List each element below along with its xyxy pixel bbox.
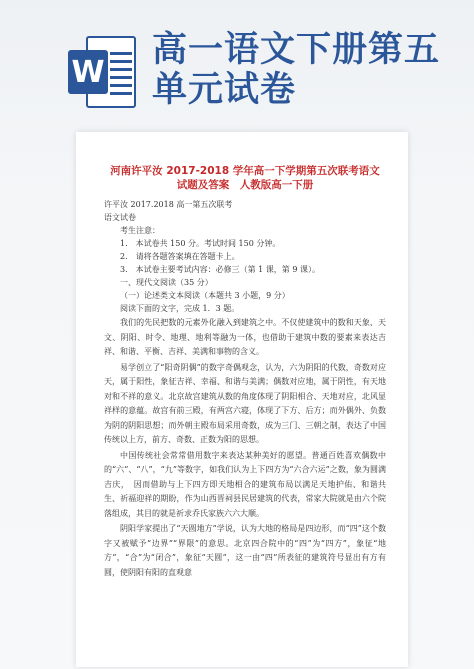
word-logo-badge: W [68, 50, 108, 94]
word-document-icon [68, 36, 136, 108]
body-paragraph: 易学创立了“阳奇阴偶”的数字奇偶观念，认为，六为阴阳的代数，奇数对应天，属于阳性，象征吉祥、幸福、和谐与美满；偶数对应地，属于阴性，有天地对和不祥的意义。北京故宫建筑从数的角度体现了阴阳相合、天地对应，北风显祥样的意蕴。故宫有前三殿，有两宫六寝，体现了下方、后方；而外偶外、负数为阴的阴阳思想；而外朝主殿布局采用奇数，成为三门、三朝之制，表达了中国传统以上方，前方、奇数、正数为阳的思想。 [104, 362, 386, 444]
exam-header-line: 许平汝 2017.2018 高一第五次联考 [104, 200, 233, 209]
notice-item-1: 1. 本试卷共 150 分。考试时间 150 分钟。 [120, 239, 281, 248]
document-page [76, 132, 408, 667]
notice-item-2: 2. 请将各题答案填在答题卡上。 [120, 252, 240, 261]
reading-instruction: 阅读下面的文字，完成 1．3 题。 [120, 304, 240, 313]
subsection-heading: （一）论述类文本阅读（本题共 3 小题，9 分） [120, 291, 290, 300]
notice-heading: 考生注意： [120, 226, 160, 235]
body-paragraph: 我们的先民把数的元素外化融入到建筑之中。不仅使建筑中的数和天象、天文、阴阳、时令、地理、地利等融为一体，也借助于建筑中数的要素来表达吉祥、和谐、平衡、吉祥、美满和事物的含义。 [104, 318, 386, 356]
body-paragraph: 阴阳学家提出了“天圆地方”学说，认为大地的格局是四边形，而“四”这个数字又被赋予“边界”“界限”的意思。北京四合院中的“四”为“四方”，象征“地方”，“合”为“闭合”，象征“天圆”，这一由“四”所表征的建筑符号显出有方有圆，使阴阳有阳的直观意 [104, 524, 386, 577]
banner [0, 0, 474, 118]
exam-subject-line: 语文试卷 [104, 213, 136, 222]
section-heading: 一、现代文阅读（35 分） [120, 278, 213, 287]
notice-item-3: 3. 本试卷主要考试内容：必修三（第 1 课，第 9 课）。 [120, 265, 320, 274]
body-paragraph: 中国传统社会常常借用数字来表达某种美好的愿望。普通百姓喜欢偶数中的“六”、“八”，“九”等数字，如我们认为上下四方为“六合六运”之数，象为圆满吉庆， 因而借助与上下四方即天地相合的建筑布局以满足天地护佑、和谐共生、祈福迎祥的期盼，作为山西晋祠县民居建筑的代表，常家大院就是由六个院落组成，其目的就是祈求乔氏家族六六大顺。 [104, 450, 386, 518]
banner-title: 高一语文下册第五单元试卷 [152, 30, 441, 110]
document-title: 河南许平汝 2017-2018 学年高一下学期第五次联考语文试题及答案 人教版高一下册 [110, 165, 380, 191]
